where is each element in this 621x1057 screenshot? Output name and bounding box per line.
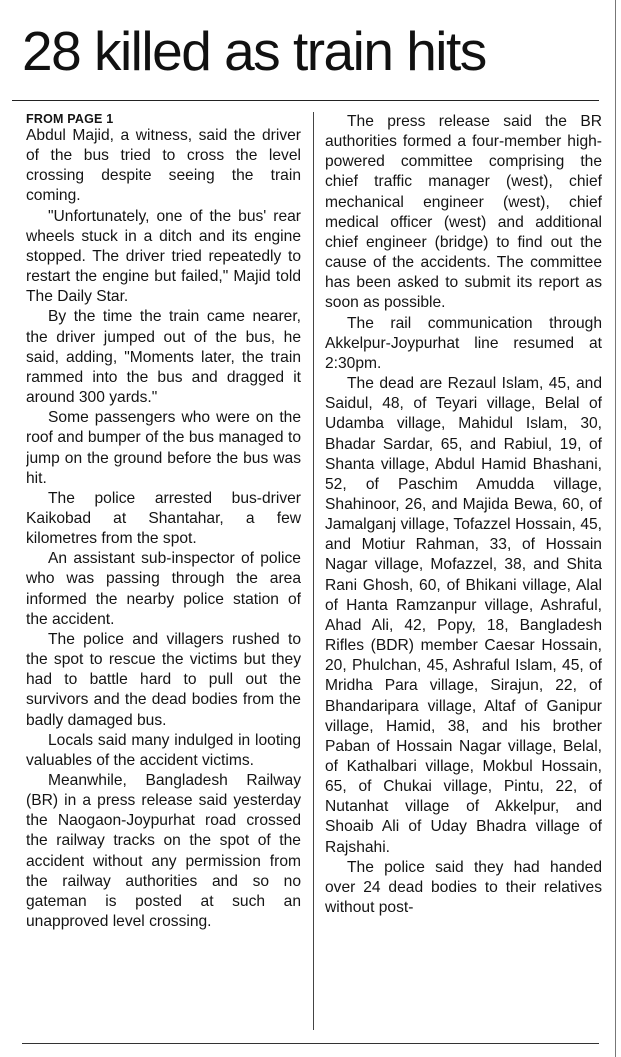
left-column — [26, 112, 301, 1037]
right-column — [325, 112, 602, 1037]
paragraph: "Unfortunately, one of the bus' rear wheels stuck in a ditch and its engine stopped. The driver tried repeatedly to restart the engine but failed," Majid told The Daily Star. — [26, 207, 301, 306]
paragraph: Abdul Majid, a witness, said the driver of the bus tried to cross the level crossing despite seeing the train coming. — [26, 127, 301, 205]
paragraph: The rail communication through Akkelpur-Joypurhat line resumed at 2:30pm. — [325, 314, 602, 372]
top-rule — [12, 100, 599, 101]
paragraph: The police said they had handed over 24 dead bodies to their relatives without post- — [325, 858, 602, 917]
page-edge — [615, 0, 616, 1057]
paragraph: The police arrested bus-driver Kaikobad at Shantahar, a few kilometres from the spot. — [26, 489, 301, 548]
paragraph: An assistant sub-inspector of police who was passing through the area informed the nearby police station of the accident. — [26, 550, 301, 628]
column-divider — [313, 112, 314, 1030]
paragraph: The dead are Rezaul Islam, 45, and Saidul, 48, of Teyari village, Belal of Udamba village, Mahidul Islam, 30, Bhadar Sardar, 65, and Rabiul, 19, of Shanta village, Abdul Hamid Bhashani, 52, of Paschim Amudda village, Shahinoor, 26, and Majida Bewa, 60, of Jamalganj village, Tofazzel Hossain, 45, and Motiur Rahman, 33, of Hossain Nagar village, Mofazzel, 38, and Shita Rani Ghosh, 60, of Bhikani village, Alal of Hanta Ramzanpur village, Ashraful, Ahad Ali, 42, Popy, 18, Bangladesh Rifles (BDR) member Caesar Hossain, 20, Phulchan, 45, Ashraful Islam, 45, of Mridha Para village, Sirajun, 22, of Bhandaripara village, Altaf of Ganipur village, Hamid, 38, and his brother Paban of Hossain Nagar village, Belal, of Kathalbari village, Mokbul Hossain, 65, of Chukai village, Pintu, 22, of Nutanhat village of Akkelpur, and Shoaib Ali of Uday Bhadra village of Rajshahi. — [325, 375, 602, 856]
kicker-from-page-1: FROM PAGE 1 — [26, 112, 114, 126]
paragraph: Meanwhile, Bangladesh Railway (BR) in a press release said yesterday the Naogaon-Joypurhat road crossed the railway tracks on the spot of the accident without any permission from the railway authorities and so no gateman is posted at such an unapproved level crossing. — [26, 772, 301, 931]
headline: 28 killed as train hits — [22, 20, 486, 82]
paragraph: By the time the train came nearer, the driver jumped out of the bus, he said, adding, "Moments later, the train rammed into the bus and dragged it around 300 yards." — [26, 308, 301, 407]
paragraph: Some passengers who were on the roof and bumper of the bus managed to jump on the ground before the bus was hit. — [26, 409, 301, 487]
bottom-rule — [22, 1043, 599, 1044]
paragraph: The police and villagers rushed to the spot to rescue the victims but they had to battle hard to pull out the survivors and the dead bodies from the badly damaged bus. — [26, 630, 301, 729]
paragraph: Locals said many indulged in looting valuables of the accident victims. — [26, 731, 301, 769]
paragraph: The press release said the BR authorities formed a four-member high-powered committee comprising the chief traffic manager (west), chief mechanical engineer (west), chief medical officer (west) and additional chief engineer (bridge) to find out the cause of the accidents. The committee has been asked to submit its report as soon as possible. — [325, 113, 602, 312]
